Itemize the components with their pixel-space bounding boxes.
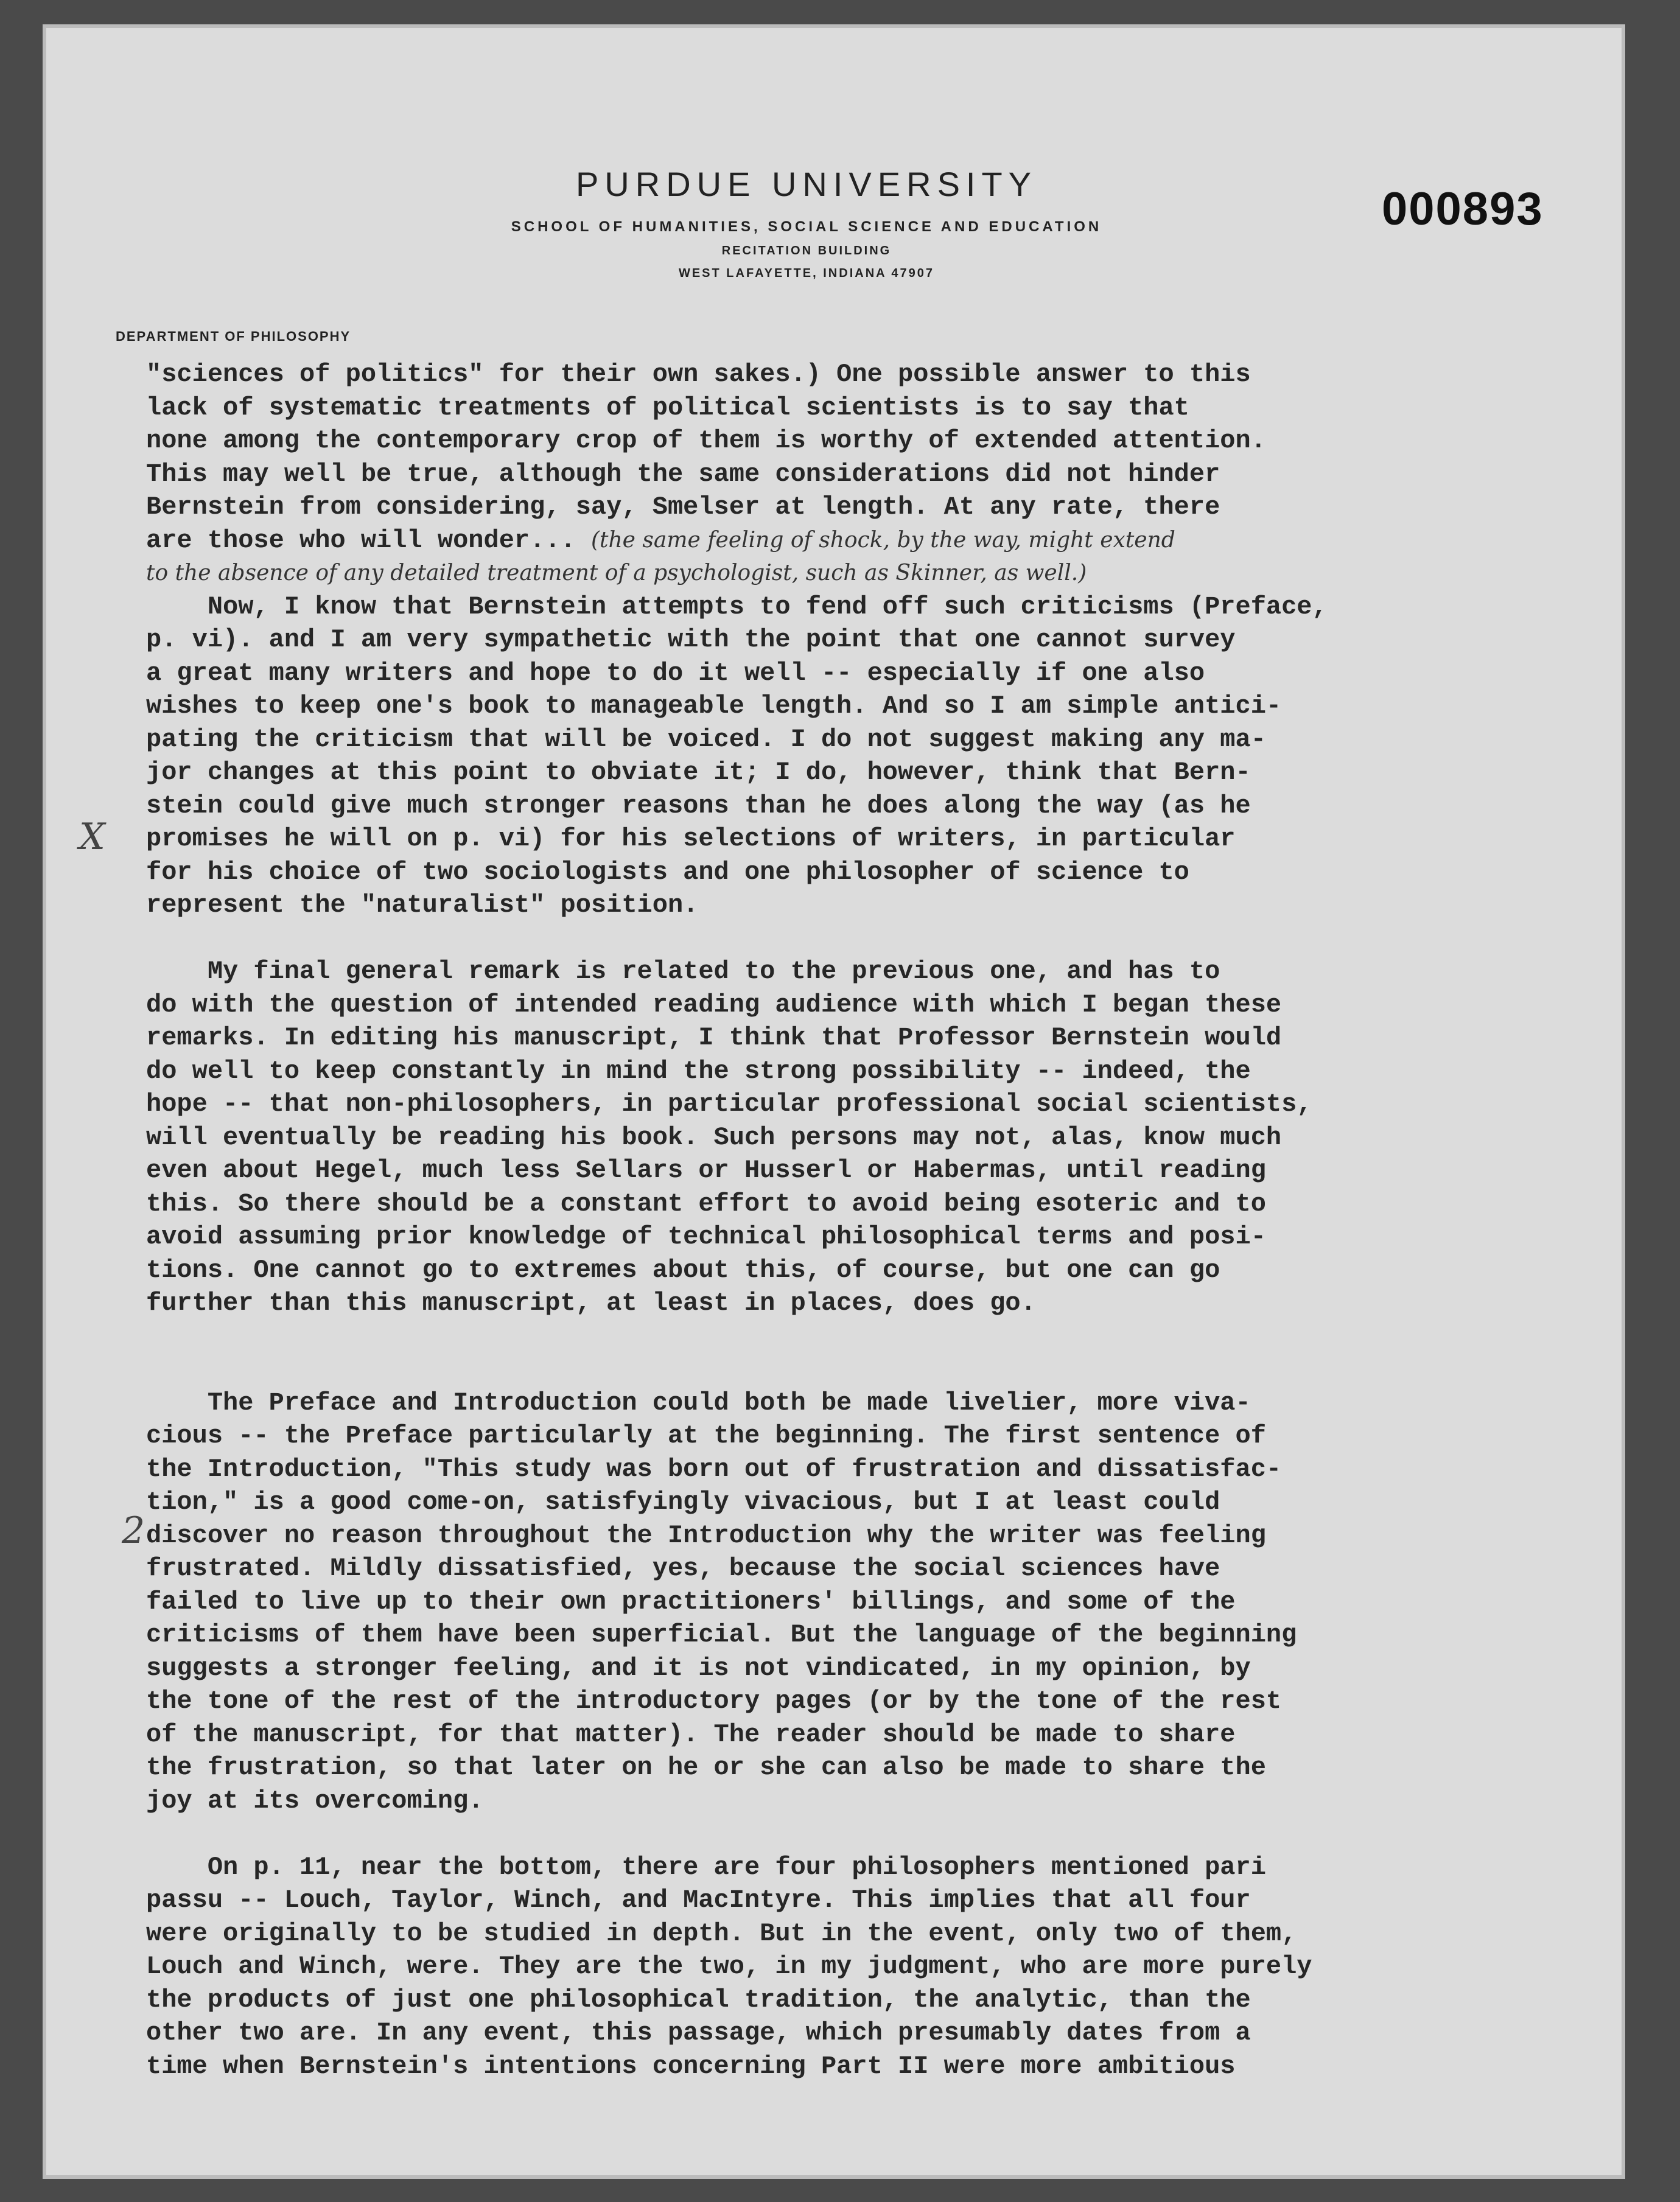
- text-line: failed to live up to their own practitioners' billings, and some of the: [146, 1587, 1236, 1617]
- text-line: The Preface and Introduction could both be made livelier, more viva-: [146, 1388, 1251, 1417]
- text-line: time when Bernstein's intentions concerning Part II were more ambitious: [146, 2051, 1236, 2081]
- text-line: jor changes at this point to obviate it; I do, however, think that Bern-: [146, 758, 1251, 787]
- text-line: tion," is a good come-on, satisfyingly vivacious, but I at least could: [146, 1487, 1220, 1517]
- text-line: lack of systematic treatments of political scientists is to say that: [146, 393, 1189, 422]
- text-line: even about Hegel, much less Sellars or Husserl or Habermas, until reading: [146, 1156, 1266, 1185]
- text-line: do well to keep constantly in mind the strong possibility -- indeed, the: [146, 1056, 1251, 1086]
- handwritten-note: to the absence of any detailed treatment of a psychologist, such as Skinner, as well.): [146, 561, 1087, 585]
- school-name: SCHOOL OF HUMANITIES, SOCIAL SCIENCE AND EDUCATION: [511, 218, 1102, 235]
- department-name: DEPARTMENT OF PHILOSOPHY: [116, 329, 351, 344]
- text-line: suggests a stronger feeling, and it is not vindicated, in my opinion, by: [146, 1653, 1251, 1683]
- text-line: Now, I know that Bernstein attempts to fend off such criticisms (Preface,: [146, 592, 1328, 621]
- text-line: cious -- the Preface particularly at the beginning. The first sentence of: [146, 1421, 1266, 1450]
- text-line: stein could give much stronger reasons than he does along the way (as he: [146, 791, 1251, 820]
- document-page: [43, 24, 1625, 2179]
- text-line: none among the contemporary crop of them is worthy of extended attention.: [146, 426, 1266, 455]
- text-line: promises he will on p. vi) for his selections of writers, in particular: [146, 824, 1236, 853]
- margin-mark-x: X: [79, 816, 105, 858]
- text-line: On p. 11, near the bottom, there are four philosophers mentioned pari: [146, 1852, 1266, 1882]
- text-line: are those who will wonder...: [146, 525, 576, 555]
- text-line: Louch and Winch, were. They are the two, in my judgment, who are more purely: [146, 1952, 1312, 1981]
- text-line: do with the question of intended reading audience with which I began these: [146, 990, 1282, 1019]
- text-line: other two are. In any event, this passage, which presumably dates from a: [146, 2018, 1251, 2047]
- university-name: PURDUE UNIVERSITY: [575, 165, 1038, 203]
- text-line: criticisms of them have been superficial. But the language of the beginning: [146, 1620, 1297, 1649]
- text-line: a great many writers and hope to do it well -- especially if one also: [146, 658, 1205, 688]
- text-line: "sciences of politics" for their own sakes.) One possible answer to this: [146, 360, 1251, 389]
- text-line: the tone of the rest of the introductory pages (or by the tone of the rest: [146, 1686, 1282, 1716]
- text-line: pating the criticism that will be voiced. I do not suggest making any ma-: [146, 724, 1266, 754]
- margin-mark-2: 2: [122, 1509, 145, 1552]
- text-line: further than this manuscript, at least in places, does go.: [146, 1288, 1036, 1318]
- text-line: passu -- Louch, Taylor, Winch, and MacIntyre. This implies that all four: [146, 1886, 1251, 1915]
- text-line: the frustration, so that later on he or she can also be made to share the: [146, 1753, 1266, 1782]
- document-stamp-number: 000893: [1382, 183, 1544, 235]
- text-line: discover no reason throughout the Introduction why the writer was feeling: [146, 1520, 1266, 1550]
- text-line: frustrated. Mildly dissatisfied, yes, because the social sciences have: [146, 1554, 1220, 1583]
- text-line: joy at its overcoming.: [146, 1786, 484, 1816]
- text-line: avoid assuming prior knowledge of technical philosophical terms and posi-: [146, 1222, 1266, 1251]
- building-name: RECITATION BUILDING: [721, 244, 892, 257]
- text-line: will eventually be reading his book. Such persons may not, alas, know much: [146, 1122, 1282, 1152]
- text-line: remarks. In editing his manuscript, I think that Professor Bernstein would: [146, 1023, 1282, 1052]
- text-line: represent the "naturalist" position.: [146, 890, 699, 920]
- address: WEST LAFAYETTE, INDIANA 47907: [678, 267, 935, 280]
- body-text: [146, 358, 1607, 2083]
- text-line: the Introduction, "This study was born out of frustration and dissatisfac-: [146, 1454, 1282, 1484]
- text-line: this. So there should be a constant effort to avoid being esoteric and to: [146, 1189, 1266, 1218]
- text-line: the products of just one philosophical tradition, the analytic, than the: [146, 1985, 1251, 2015]
- text-line: hope -- that non-philosophers, in particular professional social scientists,: [146, 1089, 1312, 1119]
- handwritten-note: (the same feeling of shock, by the way, might extend: [590, 527, 1175, 553]
- text-line: tions. One cannot go to extremes about this, of course, but one can go: [146, 1255, 1220, 1285]
- text-line: wishes to keep one's book to manageable length. And so I am simple antici-: [146, 691, 1282, 721]
- text-line: for his choice of two sociologists and one philosopher of science to: [146, 857, 1189, 887]
- text-line: were originally to be studied in depth. But in the event, only two of them,: [146, 1918, 1297, 1948]
- text-line: Bernstein from considering, say, Smelser at length. At any rate, there: [146, 492, 1220, 522]
- text-line: of the manuscript, for that matter). The reader should be made to share: [146, 1719, 1236, 1749]
- text-line: My final general remark is related to the previous one, and has to: [146, 957, 1220, 986]
- text-line: p. vi). and I am very sympathetic with the point that one cannot survey: [146, 625, 1236, 654]
- text-line: This may well be true, although the same considerations did not hinder: [146, 459, 1220, 489]
